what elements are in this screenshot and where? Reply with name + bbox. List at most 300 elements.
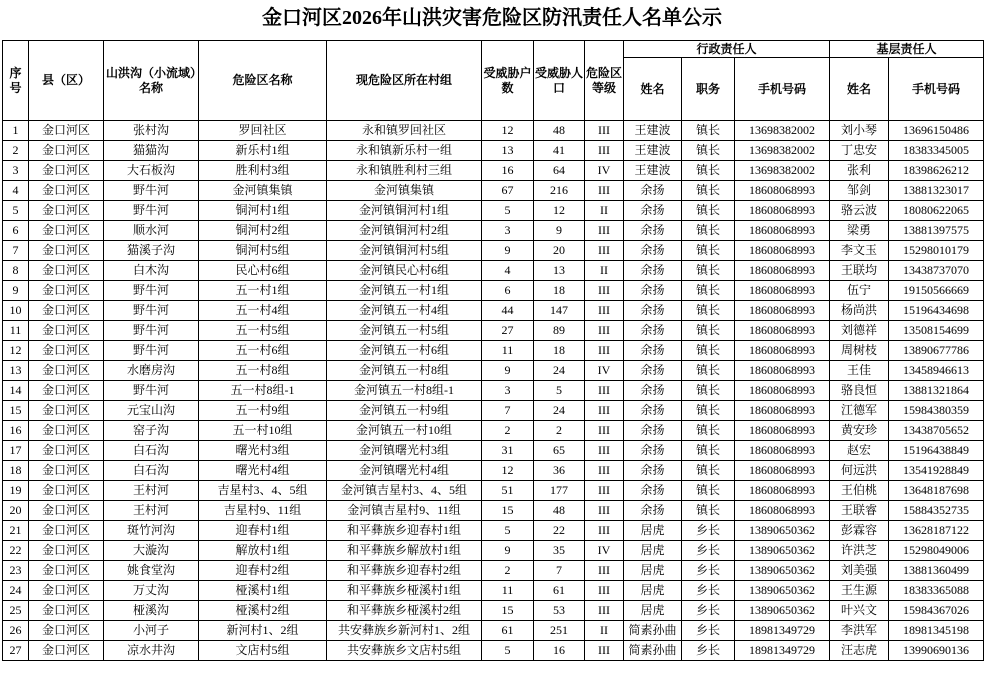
cell-seq: 6 bbox=[3, 221, 29, 241]
cell-admin-phone: 18608068993 bbox=[735, 221, 830, 241]
cell-grade: II bbox=[585, 201, 624, 221]
cell-households: 15 bbox=[482, 501, 534, 521]
table-row bbox=[3, 501, 984, 521]
cell-base-name: 许洪芝 bbox=[830, 541, 889, 561]
cell-gully: 野牛河 bbox=[104, 321, 199, 341]
cell-admin-position: 镇长 bbox=[682, 261, 735, 281]
cell-zone: 迎春村2组 bbox=[199, 561, 327, 581]
cell-base-name: 汪志虎 bbox=[830, 641, 889, 661]
cell-county: 金口河区 bbox=[29, 461, 104, 481]
cell-grade: III bbox=[585, 121, 624, 141]
cell-county: 金口河区 bbox=[29, 621, 104, 641]
table-row bbox=[3, 181, 984, 201]
cell-gully: 窑子沟 bbox=[104, 421, 199, 441]
cell-zone: 金河镇集镇 bbox=[199, 181, 327, 201]
cell-admin-phone: 13890650362 bbox=[735, 541, 830, 561]
cell-population: 24 bbox=[534, 401, 585, 421]
table-row bbox=[3, 381, 984, 401]
cell-gully: 王村河 bbox=[104, 501, 199, 521]
cell-county: 金口河区 bbox=[29, 561, 104, 581]
header-group-row bbox=[3, 41, 984, 58]
table-row bbox=[3, 241, 984, 261]
cell-population: 53 bbox=[534, 601, 585, 621]
cell-admin-name: 余扬 bbox=[624, 401, 682, 421]
cell-base-phone: 15298049006 bbox=[889, 541, 984, 561]
cell-base-name: 李洪军 bbox=[830, 621, 889, 641]
cell-base-name: 周树枝 bbox=[830, 341, 889, 361]
cell-grade: III bbox=[585, 221, 624, 241]
cell-seq: 20 bbox=[3, 501, 29, 521]
cell-gully: 野牛河 bbox=[104, 301, 199, 321]
cell-admin-name: 简素孙曲 bbox=[624, 621, 682, 641]
cell-seq: 21 bbox=[3, 521, 29, 541]
header-zone: 危险区名称 bbox=[199, 41, 327, 121]
cell-village: 金河镇五一村1组 bbox=[327, 281, 482, 301]
cell-base-phone: 19150566669 bbox=[889, 281, 984, 301]
cell-grade: IV bbox=[585, 541, 624, 561]
cell-county: 金口河区 bbox=[29, 601, 104, 621]
cell-admin-position: 镇长 bbox=[682, 301, 735, 321]
cell-village: 金河镇铜河村2组 bbox=[327, 221, 482, 241]
cell-gully: 大石板沟 bbox=[104, 161, 199, 181]
cell-seq: 16 bbox=[3, 421, 29, 441]
cell-base-name: 杨尚洪 bbox=[830, 301, 889, 321]
cell-admin-phone: 18608068993 bbox=[735, 301, 830, 321]
cell-households: 12 bbox=[482, 461, 534, 481]
cell-village: 金河镇五一村5组 bbox=[327, 321, 482, 341]
cell-gully: 张村沟 bbox=[104, 121, 199, 141]
cell-seq: 23 bbox=[3, 561, 29, 581]
cell-grade: III bbox=[585, 421, 624, 441]
cell-base-phone: 13696150486 bbox=[889, 121, 984, 141]
cell-zone: 五一村5组 bbox=[199, 321, 327, 341]
cell-base-name: 骆良恒 bbox=[830, 381, 889, 401]
cell-county: 金口河区 bbox=[29, 401, 104, 421]
cell-seq: 12 bbox=[3, 341, 29, 361]
cell-county: 金口河区 bbox=[29, 521, 104, 541]
cell-admin-name: 居虎 bbox=[624, 561, 682, 581]
cell-gully: 姚食堂沟 bbox=[104, 561, 199, 581]
table-row bbox=[3, 621, 984, 641]
cell-county: 金口河区 bbox=[29, 121, 104, 141]
cell-seq: 10 bbox=[3, 301, 29, 321]
cell-population: 18 bbox=[534, 281, 585, 301]
cell-base-name: 彭霖容 bbox=[830, 521, 889, 541]
cell-grade: III bbox=[585, 301, 624, 321]
cell-county: 金口河区 bbox=[29, 581, 104, 601]
cell-grade: III bbox=[585, 641, 624, 661]
cell-admin-name: 余扬 bbox=[624, 461, 682, 481]
table-row bbox=[3, 521, 984, 541]
cell-base-name: 赵宏 bbox=[830, 441, 889, 461]
cell-admin-phone: 13890650362 bbox=[735, 601, 830, 621]
cell-base-name: 王佳 bbox=[830, 361, 889, 381]
cell-gully: 猫猫沟 bbox=[104, 141, 199, 161]
cell-seq: 5 bbox=[3, 201, 29, 221]
cell-admin-position: 镇长 bbox=[682, 201, 735, 221]
header-base-name: 姓名 bbox=[830, 58, 889, 121]
cell-admin-phone: 13890650362 bbox=[735, 581, 830, 601]
cell-village: 永和镇新乐村一组 bbox=[327, 141, 482, 161]
cell-zone: 铜河村1组 bbox=[199, 201, 327, 221]
cell-admin-phone: 18608068993 bbox=[735, 201, 830, 221]
cell-admin-phone: 18608068993 bbox=[735, 501, 830, 521]
cell-seq: 22 bbox=[3, 541, 29, 561]
cell-admin-position: 镇长 bbox=[682, 161, 735, 181]
cell-village: 永和镇罗回社区 bbox=[327, 121, 482, 141]
cell-gully: 白木沟 bbox=[104, 261, 199, 281]
cell-households: 3 bbox=[482, 381, 534, 401]
cell-zone: 解放村1组 bbox=[199, 541, 327, 561]
cell-base-phone: 18383345005 bbox=[889, 141, 984, 161]
cell-county: 金口河区 bbox=[29, 261, 104, 281]
cell-village: 金河镇曙光村4组 bbox=[327, 461, 482, 481]
cell-county: 金口河区 bbox=[29, 441, 104, 461]
cell-admin-phone: 18608068993 bbox=[735, 401, 830, 421]
table-row bbox=[3, 481, 984, 501]
cell-village: 金河镇五一村10组 bbox=[327, 421, 482, 441]
table-row bbox=[3, 221, 984, 241]
cell-base-name: 江德军 bbox=[830, 401, 889, 421]
cell-base-phone: 18981345198 bbox=[889, 621, 984, 641]
cell-population: 216 bbox=[534, 181, 585, 201]
cell-seq: 9 bbox=[3, 281, 29, 301]
cell-grade: III bbox=[585, 281, 624, 301]
table-row bbox=[3, 301, 984, 321]
cell-population: 61 bbox=[534, 581, 585, 601]
cell-base-phone: 13508154699 bbox=[889, 321, 984, 341]
cell-grade: III bbox=[585, 521, 624, 541]
table-row bbox=[3, 441, 984, 461]
cell-zone: 五一村6组 bbox=[199, 341, 327, 361]
cell-admin-name: 余扬 bbox=[624, 281, 682, 301]
cell-county: 金口河区 bbox=[29, 321, 104, 341]
cell-households: 12 bbox=[482, 121, 534, 141]
cell-admin-phone: 13698382002 bbox=[735, 141, 830, 161]
cell-seq: 17 bbox=[3, 441, 29, 461]
cell-seq: 14 bbox=[3, 381, 29, 401]
cell-admin-name: 余扬 bbox=[624, 361, 682, 381]
cell-base-phone: 13881321864 bbox=[889, 381, 984, 401]
cell-seq: 11 bbox=[3, 321, 29, 341]
cell-admin-position: 镇长 bbox=[682, 141, 735, 161]
cell-zone: 民心村6组 bbox=[199, 261, 327, 281]
cell-village: 金河镇铜河村1组 bbox=[327, 201, 482, 221]
cell-grade: III bbox=[585, 601, 624, 621]
cell-admin-phone: 13698382002 bbox=[735, 161, 830, 181]
cell-county: 金口河区 bbox=[29, 501, 104, 521]
cell-village: 和平彝族乡桠溪村2组 bbox=[327, 601, 482, 621]
cell-base-name: 张利 bbox=[830, 161, 889, 181]
cell-admin-name: 余扬 bbox=[624, 301, 682, 321]
cell-county: 金口河区 bbox=[29, 381, 104, 401]
cell-county: 金口河区 bbox=[29, 221, 104, 241]
cell-base-name: 王生源 bbox=[830, 581, 889, 601]
cell-seq: 1 bbox=[3, 121, 29, 141]
cell-gully: 野牛河 bbox=[104, 181, 199, 201]
cell-seq: 8 bbox=[3, 261, 29, 281]
cell-admin-position: 镇长 bbox=[682, 501, 735, 521]
cell-seq: 19 bbox=[3, 481, 29, 501]
cell-admin-position: 镇长 bbox=[682, 461, 735, 481]
cell-admin-phone: 18608068993 bbox=[735, 441, 830, 461]
cell-population: 41 bbox=[534, 141, 585, 161]
cell-admin-position: 镇长 bbox=[682, 281, 735, 301]
cell-households: 5 bbox=[482, 201, 534, 221]
cell-population: 24 bbox=[534, 361, 585, 381]
cell-admin-phone: 18608068993 bbox=[735, 381, 830, 401]
table-row bbox=[3, 281, 984, 301]
cell-admin-position: 镇长 bbox=[682, 401, 735, 421]
cell-base-name: 何远洪 bbox=[830, 461, 889, 481]
table-row bbox=[3, 161, 984, 181]
cell-village: 金河镇五一村6组 bbox=[327, 341, 482, 361]
cell-base-phone: 13990690136 bbox=[889, 641, 984, 661]
cell-grade: III bbox=[585, 241, 624, 261]
cell-zone: 五一村9组 bbox=[199, 401, 327, 421]
cell-population: 22 bbox=[534, 521, 585, 541]
cell-zone: 吉星村9、11组 bbox=[199, 501, 327, 521]
cell-zone: 五一村8组 bbox=[199, 361, 327, 381]
cell-households: 4 bbox=[482, 261, 534, 281]
cell-population: 5 bbox=[534, 381, 585, 401]
cell-admin-position: 镇长 bbox=[682, 421, 735, 441]
cell-households: 13 bbox=[482, 141, 534, 161]
page-title: 金口河区2026年山洪灾害危险区防汛责任人名单公示 bbox=[262, 7, 722, 29]
cell-base-phone: 13881323017 bbox=[889, 181, 984, 201]
cell-base-name: 刘小琴 bbox=[830, 121, 889, 141]
cell-admin-phone: 18608068993 bbox=[735, 241, 830, 261]
cell-admin-name: 余扬 bbox=[624, 421, 682, 441]
cell-admin-position: 镇长 bbox=[682, 321, 735, 341]
cell-admin-position: 乡长 bbox=[682, 621, 735, 641]
cell-admin-position: 镇长 bbox=[682, 361, 735, 381]
cell-admin-phone: 18608068993 bbox=[735, 321, 830, 341]
cell-population: 35 bbox=[534, 541, 585, 561]
cell-county: 金口河区 bbox=[29, 641, 104, 661]
cell-households: 15 bbox=[482, 601, 534, 621]
cell-village: 和平彝族乡解放村1组 bbox=[327, 541, 482, 561]
cell-admin-name: 简素孙曲 bbox=[624, 641, 682, 661]
cell-households: 9 bbox=[482, 361, 534, 381]
cell-county: 金口河区 bbox=[29, 361, 104, 381]
cell-base-name: 梁勇 bbox=[830, 221, 889, 241]
cell-seq: 7 bbox=[3, 241, 29, 261]
cell-admin-name: 余扬 bbox=[624, 481, 682, 501]
cell-households: 11 bbox=[482, 341, 534, 361]
cell-admin-name: 余扬 bbox=[624, 441, 682, 461]
cell-seq: 27 bbox=[3, 641, 29, 661]
cell-grade: II bbox=[585, 261, 624, 281]
cell-households: 31 bbox=[482, 441, 534, 461]
cell-county: 金口河区 bbox=[29, 481, 104, 501]
cell-seq: 4 bbox=[3, 181, 29, 201]
cell-admin-name: 余扬 bbox=[624, 201, 682, 221]
cell-admin-name: 王建波 bbox=[624, 121, 682, 141]
cell-base-phone: 15984367026 bbox=[889, 601, 984, 621]
cell-county: 金口河区 bbox=[29, 541, 104, 561]
cell-base-name: 黄安珍 bbox=[830, 421, 889, 441]
cell-population: 9 bbox=[534, 221, 585, 241]
cell-base-name: 王联均 bbox=[830, 261, 889, 281]
cell-seq: 26 bbox=[3, 621, 29, 641]
cell-base-phone: 18383365088 bbox=[889, 581, 984, 601]
cell-village: 金河镇五一村9组 bbox=[327, 401, 482, 421]
cell-base-phone: 15984380359 bbox=[889, 401, 984, 421]
cell-admin-name: 余扬 bbox=[624, 381, 682, 401]
header-admin-position: 职务 bbox=[682, 58, 735, 121]
cell-zone: 桠溪村1组 bbox=[199, 581, 327, 601]
cell-base-name: 骆云波 bbox=[830, 201, 889, 221]
cell-zone: 胜利村3组 bbox=[199, 161, 327, 181]
cell-zone: 五一村10组 bbox=[199, 421, 327, 441]
cell-base-name: 李文玉 bbox=[830, 241, 889, 261]
cell-grade: III bbox=[585, 181, 624, 201]
header-admin-name: 姓名 bbox=[624, 58, 682, 121]
cell-gully: 野牛河 bbox=[104, 381, 199, 401]
cell-base-phone: 18398626212 bbox=[889, 161, 984, 181]
cell-admin-name: 王建波 bbox=[624, 141, 682, 161]
table-row bbox=[3, 321, 984, 341]
cell-admin-phone: 18608068993 bbox=[735, 461, 830, 481]
cell-grade: III bbox=[585, 341, 624, 361]
cell-base-phone: 13541928849 bbox=[889, 461, 984, 481]
table-header bbox=[3, 41, 984, 121]
cell-admin-phone: 18981349729 bbox=[735, 621, 830, 641]
cell-zone: 新乐村1组 bbox=[199, 141, 327, 161]
cell-gully: 万丈沟 bbox=[104, 581, 199, 601]
cell-county: 金口河区 bbox=[29, 201, 104, 221]
header-admin-phone: 手机号码 bbox=[735, 58, 830, 121]
cell-zone: 五一村8组-1 bbox=[199, 381, 327, 401]
cell-grade: III bbox=[585, 141, 624, 161]
header-households: 受威胁户数 bbox=[482, 41, 534, 121]
cell-base-name: 丁忠安 bbox=[830, 141, 889, 161]
table-row bbox=[3, 121, 984, 141]
cell-households: 3 bbox=[482, 221, 534, 241]
cell-base-phone: 15196434698 bbox=[889, 301, 984, 321]
cell-households: 2 bbox=[482, 561, 534, 581]
cell-county: 金口河区 bbox=[29, 181, 104, 201]
cell-gully: 小河子 bbox=[104, 621, 199, 641]
cell-admin-position: 乡长 bbox=[682, 641, 735, 661]
cell-admin-name: 王建波 bbox=[624, 161, 682, 181]
header-village: 现危险区所在村组 bbox=[327, 41, 482, 121]
cell-county: 金口河区 bbox=[29, 281, 104, 301]
cell-population: 7 bbox=[534, 561, 585, 581]
cell-gully: 桠溪沟 bbox=[104, 601, 199, 621]
table-row bbox=[3, 461, 984, 481]
cell-admin-position: 镇长 bbox=[682, 481, 735, 501]
cell-gully: 野牛河 bbox=[104, 341, 199, 361]
cell-grade: III bbox=[585, 321, 624, 341]
cell-gully: 斑竹河沟 bbox=[104, 521, 199, 541]
cell-zone: 曙光村4组 bbox=[199, 461, 327, 481]
cell-gully: 大漩沟 bbox=[104, 541, 199, 561]
table-row bbox=[3, 601, 984, 621]
cell-population: 36 bbox=[534, 461, 585, 481]
cell-households: 6 bbox=[482, 281, 534, 301]
cell-population: 64 bbox=[534, 161, 585, 181]
cell-grade: III bbox=[585, 441, 624, 461]
cell-admin-name: 余扬 bbox=[624, 501, 682, 521]
cell-village: 金河镇集镇 bbox=[327, 181, 482, 201]
cell-population: 147 bbox=[534, 301, 585, 321]
cell-admin-position: 镇长 bbox=[682, 181, 735, 201]
cell-village: 金河镇吉星村9、11组 bbox=[327, 501, 482, 521]
cell-zone: 五一村4组 bbox=[199, 301, 327, 321]
cell-admin-phone: 18608068993 bbox=[735, 421, 830, 441]
cell-gully: 白石沟 bbox=[104, 461, 199, 481]
cell-grade: II bbox=[585, 621, 624, 641]
header-admin-group: 行政责任人 bbox=[624, 41, 830, 58]
cell-population: 89 bbox=[534, 321, 585, 341]
cell-population: 2 bbox=[534, 421, 585, 441]
cell-gully: 王村河 bbox=[104, 481, 199, 501]
cell-gully: 水磨房沟 bbox=[104, 361, 199, 381]
cell-base-phone: 13881397575 bbox=[889, 221, 984, 241]
cell-county: 金口河区 bbox=[29, 421, 104, 441]
cell-households: 5 bbox=[482, 641, 534, 661]
cell-population: 48 bbox=[534, 121, 585, 141]
cell-admin-name: 余扬 bbox=[624, 321, 682, 341]
cell-households: 5 bbox=[482, 521, 534, 541]
cell-admin-phone: 13890650362 bbox=[735, 561, 830, 581]
header-gully: 山洪沟（小流域）名称 bbox=[104, 41, 199, 121]
cell-admin-name: 余扬 bbox=[624, 241, 682, 261]
cell-grade: III bbox=[585, 561, 624, 581]
cell-base-phone: 15196438849 bbox=[889, 441, 984, 461]
cell-grade: III bbox=[585, 381, 624, 401]
cell-village: 和平彝族乡桠溪村1组 bbox=[327, 581, 482, 601]
table-row bbox=[3, 261, 984, 281]
cell-households: 9 bbox=[482, 241, 534, 261]
cell-admin-position: 镇长 bbox=[682, 341, 735, 361]
cell-village: 和平彝族乡迎春村1组 bbox=[327, 521, 482, 541]
cell-admin-position: 乡长 bbox=[682, 601, 735, 621]
cell-county: 金口河区 bbox=[29, 141, 104, 161]
cell-village: 金河镇五一村4组 bbox=[327, 301, 482, 321]
cell-admin-phone: 18608068993 bbox=[735, 181, 830, 201]
cell-admin-name: 居虎 bbox=[624, 541, 682, 561]
cell-admin-name: 余扬 bbox=[624, 221, 682, 241]
cell-grade: III bbox=[585, 401, 624, 421]
cell-households: 11 bbox=[482, 581, 534, 601]
cell-base-phone: 15884352735 bbox=[889, 501, 984, 521]
cell-admin-position: 乡长 bbox=[682, 521, 735, 541]
cell-admin-position: 镇长 bbox=[682, 381, 735, 401]
header-grade: 危险区等级 bbox=[585, 41, 624, 121]
cell-population: 65 bbox=[534, 441, 585, 461]
cell-zone: 铜河村2组 bbox=[199, 221, 327, 241]
cell-village: 金河镇五一村8组 bbox=[327, 361, 482, 381]
cell-population: 12 bbox=[534, 201, 585, 221]
cell-base-phone: 15298010179 bbox=[889, 241, 984, 261]
cell-admin-name: 余扬 bbox=[624, 181, 682, 201]
cell-village: 和平彝族乡迎春村2组 bbox=[327, 561, 482, 581]
cell-base-phone: 18080622065 bbox=[889, 201, 984, 221]
cell-zone: 罗回社区 bbox=[199, 121, 327, 141]
cell-seq: 3 bbox=[3, 161, 29, 181]
table-row bbox=[3, 341, 984, 361]
cell-admin-position: 乡长 bbox=[682, 561, 735, 581]
cell-seq: 24 bbox=[3, 581, 29, 601]
cell-households: 61 bbox=[482, 621, 534, 641]
cell-population: 18 bbox=[534, 341, 585, 361]
header-county: 县（区） bbox=[29, 41, 104, 121]
cell-base-phone: 13438737070 bbox=[889, 261, 984, 281]
header-seq: 序号 bbox=[3, 41, 29, 121]
